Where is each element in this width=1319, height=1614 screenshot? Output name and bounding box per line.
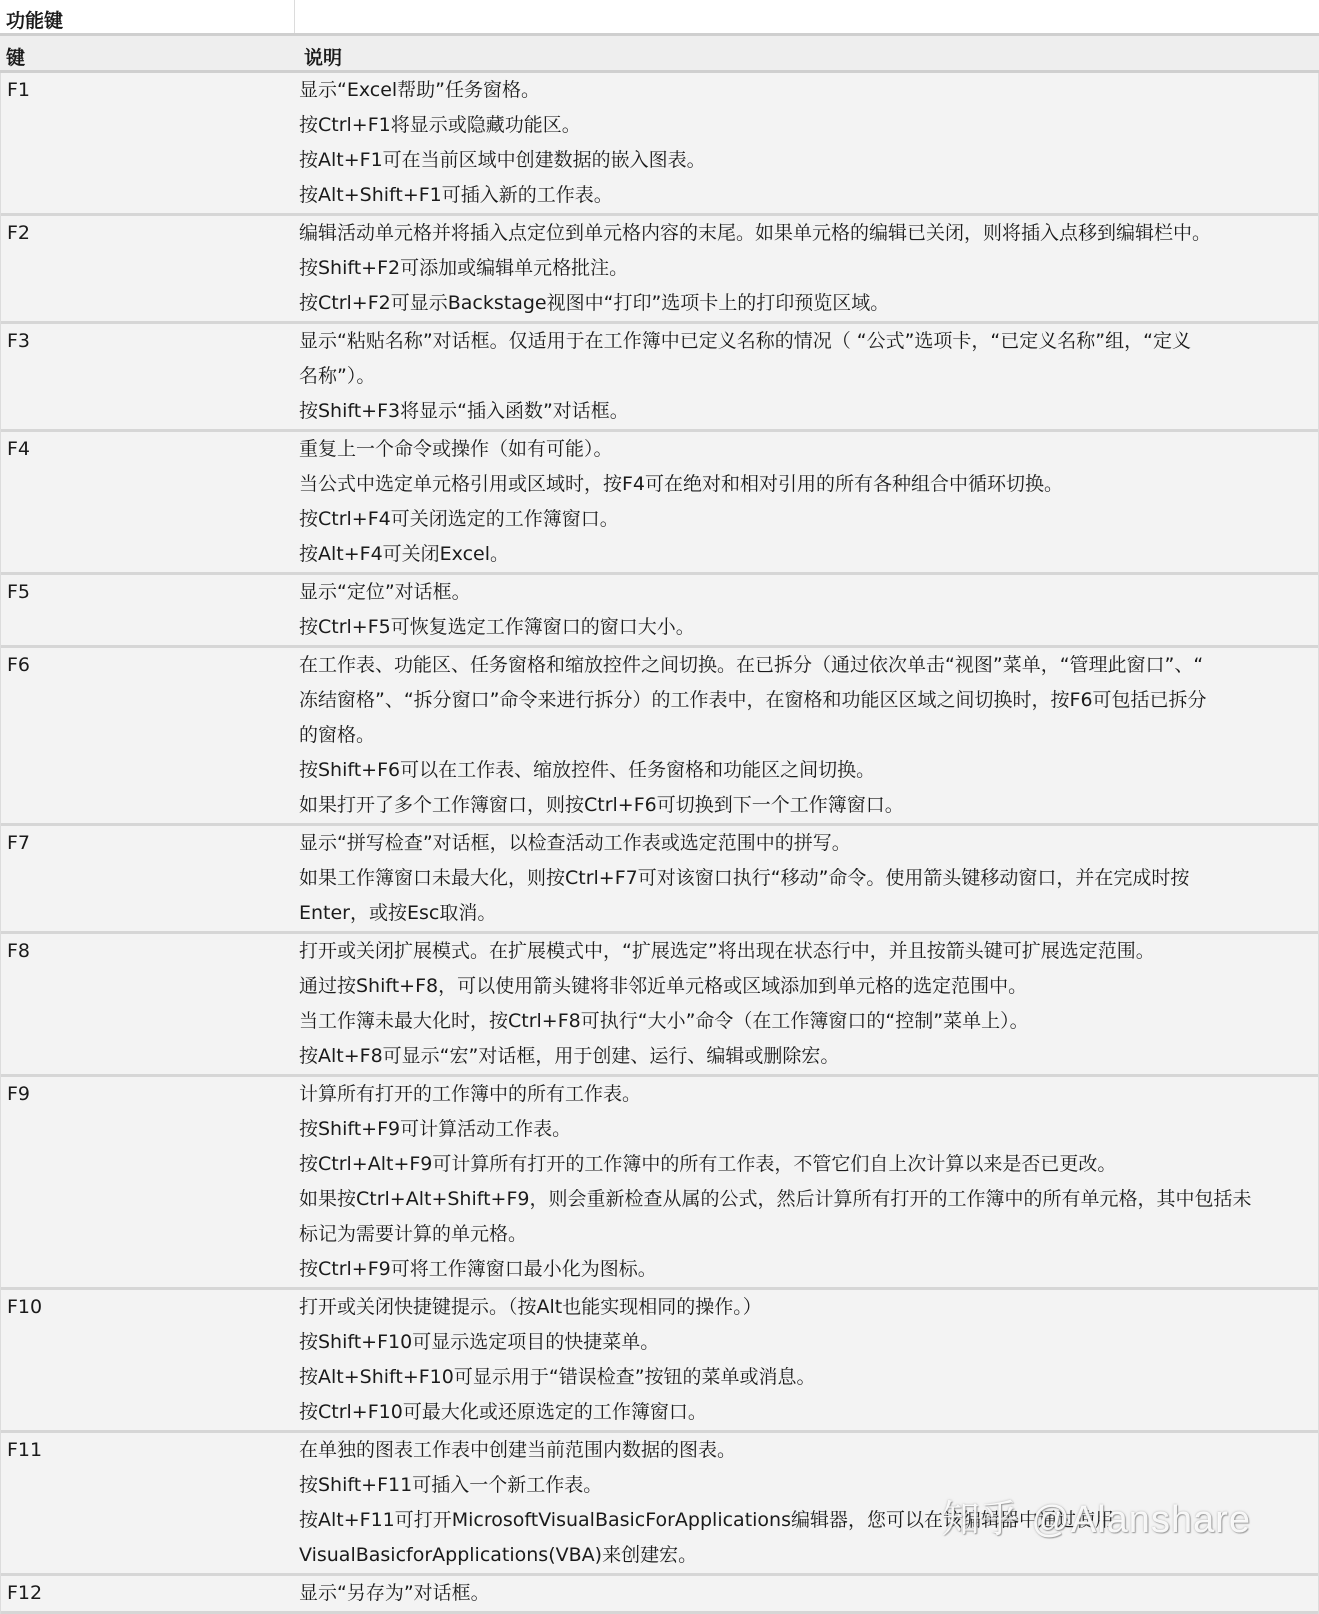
description-line: 如果按Ctrl+Alt+Shift+F9，则会重新检查从属的公式，然后计算所有打开的工作簿中的所有单元格，其中包括未 xyxy=(299,1188,1252,1210)
description-line: 当工作簿未最大化时，按Ctrl+F8可执行“大小”命令（在工作簿窗口的“控制”菜单上）。 xyxy=(299,1010,1029,1032)
description-line: 按Ctrl+Alt+F9可计算所有打开的工作簿中的所有工作表，不管它们自上次计算以来是否已更改。 xyxy=(299,1153,1117,1175)
key-cell: F9 xyxy=(7,1083,31,1105)
description-line: 通过按Shift+F8，可以使用箭头键将非邻近单元格或区域添加到单元格的选定范围中。 xyxy=(299,975,1028,997)
description-cell xyxy=(299,1077,1318,1287)
caption-spacer xyxy=(295,0,1319,33)
description-line: 按Alt+F8可显示“宏”对话框，用于创建、运行、编辑或删除宏。 xyxy=(299,1045,840,1067)
description-line: 按Alt+Shift+F10可显示用于“错误检查”按钮的菜单或消息。 xyxy=(299,1366,816,1388)
description-line: Enter，或按Esc取消。 xyxy=(299,902,497,924)
description-cell xyxy=(299,826,1318,931)
description-line: 按Ctrl+F9可将工作簿窗口最小化为图标。 xyxy=(299,1258,657,1280)
description-line: 按Ctrl+F10可最大化或还原选定的工作簿窗口。 xyxy=(299,1401,707,1423)
description-line: 按Alt+F1可在当前区域中创建数据的嵌入图表。 xyxy=(299,149,706,171)
table-row xyxy=(1,216,1318,324)
key-cell: F6 xyxy=(7,654,31,676)
table-header-row xyxy=(0,36,1319,73)
description-cell xyxy=(299,1576,1318,1611)
description-cell xyxy=(299,575,1318,645)
description-line: 按Ctrl+F4可关闭选定的工作簿窗口。 xyxy=(299,508,619,530)
description-cell xyxy=(299,216,1318,321)
table-row xyxy=(1,1077,1318,1290)
description-line: 按Shift+F10可显示选定项目的快捷菜单。 xyxy=(299,1331,660,1353)
key-cell: F4 xyxy=(7,438,31,460)
description-line: 按Alt+Shift+F1可插入新的工作表。 xyxy=(299,184,613,206)
key-cell: F3 xyxy=(7,330,31,352)
table-row xyxy=(1,826,1318,934)
description-line: 名称”）。 xyxy=(299,365,376,387)
column-header-description: 说明 xyxy=(304,47,343,69)
table-row xyxy=(1,432,1318,575)
key-cell: F12 xyxy=(7,1582,43,1604)
description-cell xyxy=(299,432,1318,572)
table-row xyxy=(1,73,1318,216)
key-cell: F2 xyxy=(7,222,31,244)
description-line: 显示“另存为”对话框。 xyxy=(299,1582,490,1604)
description-line: 编辑活动单元格并将插入点定位到单元格内容的末尾。如果单元格的编辑已关闭，则将插入点移到编辑栏中。 xyxy=(299,222,1212,244)
description-line: 按Shift+F9可计算活动工作表。 xyxy=(299,1118,572,1140)
description-cell xyxy=(299,648,1318,823)
description-cell xyxy=(299,324,1318,429)
description-line: 按Alt+F4可关闭Excel。 xyxy=(299,543,509,565)
description-line: 标记为需要计算的单元格。 xyxy=(299,1223,528,1245)
description-line: 计算所有打开的工作簿中的所有工作表。 xyxy=(299,1083,642,1105)
table-row xyxy=(1,324,1318,432)
description-line: 按Ctrl+F1将显示或隐藏功能区。 xyxy=(299,114,581,136)
description-line: VisualBasicforApplications(VBA)来创建宏。 xyxy=(299,1544,698,1566)
description-line: 按Shift+F2可添加或编辑单元格批注。 xyxy=(299,257,629,279)
watermark: 知乎 @Alanshare xyxy=(941,1499,1251,1541)
description-line: 冻结窗格”、“拆分窗口”命令来进行拆分）的工作表中，在窗格和功能区区域之间切换时，按F6可包括已拆分 xyxy=(299,689,1207,711)
description-line: 在单独的图表工作表中创建当前范围内数据的图表。 xyxy=(299,1439,737,1461)
description-line: 打开或关闭扩展模式。在扩展模式中，“扩展选定”将出现在状态行中，并且按箭头键可扩展选定范围。 xyxy=(299,940,1155,962)
description-cell xyxy=(299,934,1318,1074)
description-line: 如果工作簿窗口未最大化，则按Ctrl+F7可对该窗口执行“移动”命令。使用箭头键移动窗口，并在完成时按 xyxy=(299,867,1190,889)
description-line: 重复上一个命令或操作（如有可能）。 xyxy=(299,438,613,460)
description-line: 按Ctrl+F5可恢复选定工作簿窗口的窗口大小。 xyxy=(299,616,695,638)
description-line: 按Shift+F3将显示“插入函数”对话框。 xyxy=(299,400,629,422)
key-cell: F11 xyxy=(7,1439,43,1461)
description-line: 显示“Excel帮助”任务窗格。 xyxy=(299,79,541,101)
description-line: 显示“粘贴名称”对话框。仅适用于在工作簿中已定义名称的情况（ “公式”选项卡，“已定义名称”组，“定义 xyxy=(299,330,1191,352)
key-cell: F5 xyxy=(7,581,31,603)
description-line: 的窗格。 xyxy=(299,724,376,746)
table-caption-row xyxy=(0,0,1319,36)
table-row xyxy=(1,1290,1318,1433)
table-row xyxy=(1,1576,1318,1614)
key-cell: F10 xyxy=(7,1296,43,1318)
table-row xyxy=(1,648,1318,826)
key-cell: F8 xyxy=(7,940,31,962)
description-line: 显示“拼写检查”对话框，以检查活动工作表或选定范围中的拼写。 xyxy=(299,832,851,854)
key-cell: F7 xyxy=(7,832,31,854)
description-cell xyxy=(299,1290,1318,1430)
description-line: 按Shift+F6可以在工作表、缩放控件、任务窗格和功能区之间切换。 xyxy=(299,759,876,781)
description-line: 如果打开了多个工作簿窗口，则按Ctrl+F6可切换到下一个工作簿窗口。 xyxy=(299,794,904,816)
table-row xyxy=(1,575,1318,648)
description-line: 在工作表、功能区、任务窗格和缩放控件之间切换。在已拆分（通过依次单击“视图”菜单，“管理此窗口”、“ xyxy=(299,654,1204,676)
table-row xyxy=(1,934,1318,1077)
description-line: 当公式中选定单元格引用或区域时，按F4可在绝对和相对引用的所有各种组合中循环切换。 xyxy=(299,473,1064,495)
table-body xyxy=(0,73,1319,1614)
column-header-key: 键 xyxy=(6,47,26,69)
key-cell: F1 xyxy=(7,79,31,101)
description-cell xyxy=(299,73,1318,213)
description-line: 按Ctrl+F2可显示Backstage视图中“打印”选项卡上的打印预览区域。 xyxy=(299,292,890,314)
description-line: 打开或关闭快捷键提示。（按Alt也能实现相同的操作。） xyxy=(299,1296,762,1318)
table-caption: 功能键 xyxy=(0,0,295,33)
description-line: 按Alt+F11可打开MicrosoftVisualBasicForApplications编辑器，您可以在该编辑器中通过使用 xyxy=(299,1509,1114,1531)
description-line: 按Shift+F11可插入一个新工作表。 xyxy=(299,1474,603,1496)
description-line: 显示“定位”对话框。 xyxy=(299,581,471,603)
